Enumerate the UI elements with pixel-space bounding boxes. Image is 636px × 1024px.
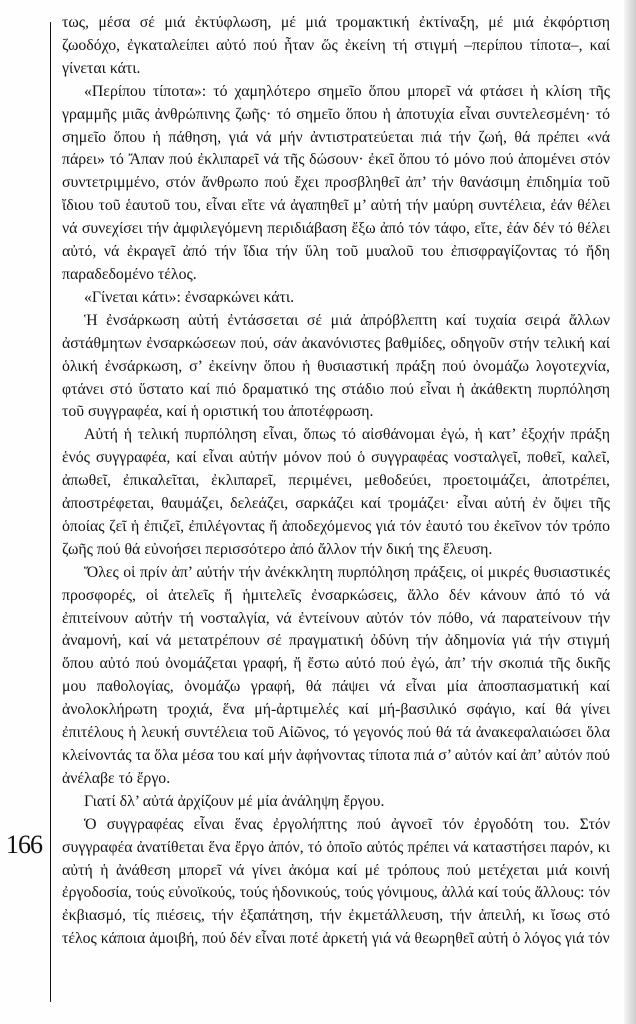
paragraph: «Γίνεται κάτι»: ἐνσαρκώνει κάτι. <box>84 288 295 306</box>
page-number: 166 <box>6 830 42 859</box>
paragraph: «Περίπου τίποτα»: τό χαμηλότερο σημεῖο ὅπου μπορεῖ νά φτάσει ἡ κλίση τῆς γραμμῆς μιᾶς ἀνθρώπινης ζωῆς· τό σημεῖο ὅπου ἡ ἀποτυχία εἶναι συντελεσμένη· τό σημεῖο ὅπου ἡ πάθηση, γιά νά μήν ἀντιστρατεύεται πιά τήν ζωή, θά πρέπει «νά πάρει» τό Ἄπαν πού ἐκλιπαρεῖ νά τῆς δώσουν· ἐκεῖ ὅπου τό μόνο πού ἀπομένει στόν συντετριμμένο, στόν ἄνθρωπο πού ἔχει προσβληθεῖ ἀπ’ τήν θανάσιμη ἐπιδημία τοῦ ἴδιου τοῦ ἑαυτοῦ του, εἶναι εἴτε νά ἀγαπηθεῖ μ’ αὐτή τήν μαύρη συντέλεια, ἐάν θέλει νά συνεχίσει τήν ἀμφιλεγόμενη περιδιάβαση ἔξω ἀπό τόν τάφο, εἴτε, ἐάν δέν τό θέλει αὐτό, νά ἐκραγεῖ ἀπό τήν ἴδια τήν ὕλη τοῦ μυαλοῦ του ἐπισφραγίζοντας τό ἤδη παραδεδομένο τέλος. <box>62 82 610 283</box>
paragraph: Αὐτή ἡ τελική πυρπόληση εἶναι, ὅπως τό αἰσθάνομαι ἐγώ, ἡ κατ’ ἐξοχήν πράξη ἑνός συγγραφέα, καί εἶναι αὐτήν μόνον πού ὁ συγγραφέας νοσταλγεῖ, ποθεῖ, καλεῖ, ἀπωθεῖ, ἐπικαλεῖται, ἐκλιπαρεῖ, περιμένει, μεθοδεύει, προετοιμάζει, ἀποτρέπει, ἀποστρέφεται, θαυμάζει, δελεάζει, σαρκάζει καί τρομάζει· εἶναι αὐτή ἐν ὄψει τῆς ὁποίας ζεῖ ἡ ἐπιζεῖ, ἐπιλέγοντας ἤ ἀποδεχόμενος γιά τόν ἑαυτό του ἐκεῖνον τόν τρόπο ζωῆς πού θά εὐνοήσει περισσότερο ἀπό ἄλλον τήν δική της ἔλευση. <box>62 426 610 558</box>
left-margin-rule <box>50 22 51 1002</box>
paragraph: Ἡ ἐνσάρκωση αὐτή ἐντάσσεται σέ μιά ἀπρόβλεπτη καί τυχαία σειρά ἄλλων ἀστάθμητων ἐνσαρκώσεων πού, σάν ἀκανόνιστες βαθμίδες, οδηγοῦν στήν τελική καί ὁλική ἐνσάρκωση, σ’ ἐκείνην ὅπου ἡ θυσιαστική πράξη πού ὀνομάζω λογοτεχνία, φτάνει στό ὕστατο καί πιό δραματικό της στάδιο πού εἶναι ἡ ἀκάθεκτη πυρπόληση τοῦ συγγραφέα, καί ἡ οριστική του ἀποτέφρωση. <box>62 311 610 421</box>
paragraph: Ὁ συγγραφέας εἶναι ἕνας ἐργολήπτης πού ἀγνοεῖ τόν ἐργοδότη του. Στόν συγγραφέα ἀνατίθεται ἕνα ἔργο ἀπόν, τό ὁποῖο αὐτός πρέπει νά καταστήσει παρόν, κι αὐτή ἡ ἀνάθεση μπορεῖ νά γίνει ἀκόμα καί μέ τρόπους πού μετέχεται μιά κοινή ἐργοδοσία, τούς εὐνοϊκούς, τούς ἡδονικούς, τούς γόνιμους, ἀλλά καί τούς ἄλλους: τόν ἐκβιασμό, τίς πιέσεις, τήν ἐξαπάτηση, τήν ἐκμετάλλευση, τήν ἀπειλή, κι ἴσως στό τέλος κάποια ἀμοιβή, πού δέν εἶναι ποτέ ἀρκετή γιά νά θεωρηθεῖ αὐτή ὁ λόγος γιά τόν <box>62 815 610 948</box>
page-edge-shadow <box>624 0 636 1024</box>
body-text <box>62 12 610 951</box>
paragraph-continuation: τως, μέσα σέ μιά ἐκτύφλωση, μέ μιά τρομακτική ἐκτίναξη, μέ μιά ἐκφόρτιση ζωοδόχο, ἐγκαταλείπει αὐτό πού ἦταν ὥς ἐκείνη τή στιγμή –περίπου τίποτα–, καί γίνεται κάτι. <box>62 14 610 77</box>
paragraph: Ὅλες οἱ πρίν ἀπ’ αὐτήν τήν ἀνέκκλητη πυρπόληση πράξεις, οἱ μικρές θυσιαστικές προσφορές, οἱ ἀτελεῖς ἤ ἡμιτελεῖς ἐνσαρκώσεις, ἄλλο δέν κάνουν ἀπό τό νά ἐπιτείνουν αὐτήν τή νοσταλγία, νά ἐντείνουν αὐτόν τόν πόθο, νά παρατείνουν τήν ἀναμονή, καί νά μετατρέπουν σέ πραγματική ὀδύνη τήν ἀδημονία γιά τήν στιγμή ὅπου αὐτό πού ὀνομάζεται γραφή, ἤ ἔστω αὐτό πού ἐγώ, ἀπ’ τήν σκοπιά τῆς δικῆς μου παθολογίας, ὀνομάζω γραφή, θά πάψει νά εἶναι μία ἀποσπασματική καί ἀνολοκλήρωτη τροχιά, ἕνα μή-ἀρτιμελές καί μή-βασιλικό σφάγιο, καί θά γίνει ἐπιτέλους ἡ λευκή συντέλεια τοῦ Αἰῶνος, τό γεγονός πού θά τά ἀνακεφαλαιώσει ὅλα κλείνοντάς τα ὅλα μέσα του καί μήν ἀφήνοντας τίποτα πιά σ’ αὐτόν καί ἀπ’ αὐτόν πού ἀνέλαβε τό ἔργο. <box>62 563 610 787</box>
paragraph: Γιατί δλ’ αὐτά ἀρχίζουν μέ μία ἀνάληψη ἔργου. <box>84 792 385 810</box>
